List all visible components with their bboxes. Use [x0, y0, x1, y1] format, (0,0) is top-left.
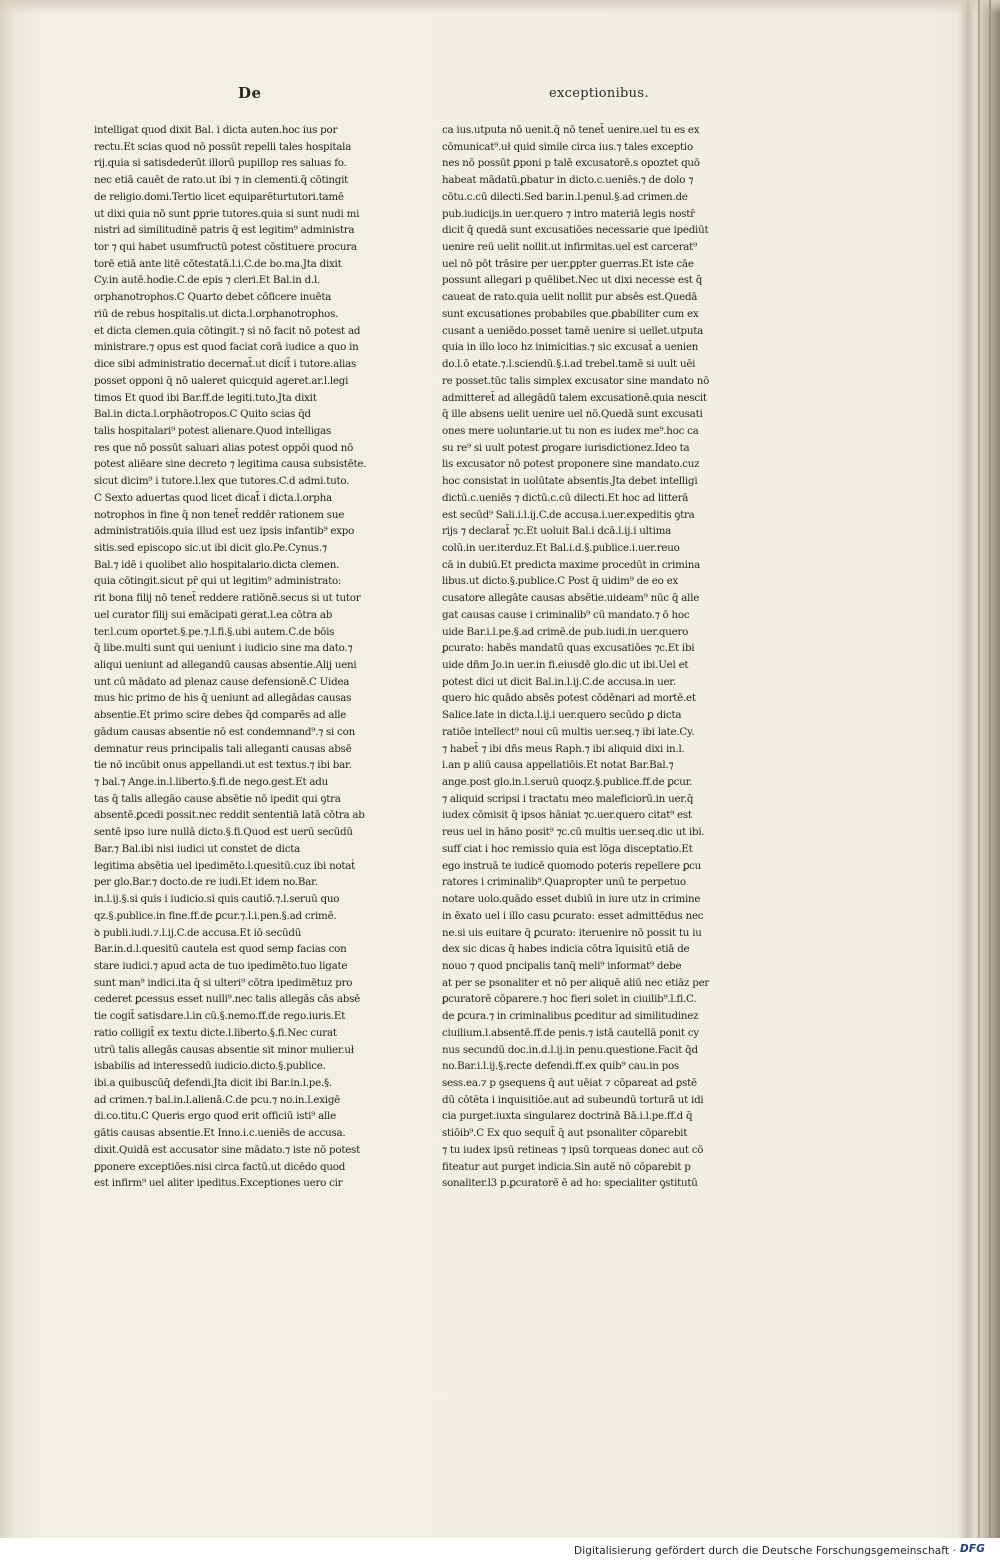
text-line: at per se psonaliter et nō per aliquē aliū nec etiāz per	[442, 976, 710, 989]
text-line: ca ius.utputa nō uenit.q̄ nō tenet̄ uenire.uel tu es ex	[442, 124, 700, 136]
text-line: cōmunicat⁹.uł quid simile circa ius.⁊ tales exceptio	[442, 140, 693, 153]
text-line: gātis causas absentie.Et Inno.i.c.ueniēs de accusa.	[94, 1127, 346, 1140]
text-line: ꝑcurato: habēs mandatū quas excusatiōes ⁊c.Et ibi	[442, 642, 695, 655]
text-line: uenire reū uelit nollit.ut infirmitas.uel est carcerat⁹	[442, 241, 697, 254]
text-line: ꝺ publi.iudi.⁊.l.ij.C.de accusa.Et iō secūdū	[94, 926, 302, 939]
text-line: uide Bar.i.l.pe.§.ad crimē.de pub.iudi.in uer.quero	[442, 625, 689, 638]
text-line: gat causas cause i criminalib⁹ cū mandato.⁊ ō hoc	[442, 608, 690, 621]
text-line: de ꝑcura.⁊ in criminalibus ꝑceditur ad similitudinez	[442, 1010, 699, 1023]
text-line: Bar.in.d.l.quesitū cautela est quod semp facias con	[94, 943, 347, 956]
text-line: talis hospitalari⁹ potest alienare.Quod intelligas	[94, 424, 332, 437]
text-line: ratores i criminalib⁹.Quapropter unū te perpetuo	[442, 876, 686, 889]
text-line: ter.l.cum oportet.§.pe.⁊.l.fi.§.ubi autem.C.de bōis	[94, 625, 335, 638]
text-line: di.co.titu.C Queris ergo quod erit officiū isti⁹ alle	[94, 1110, 336, 1123]
text-line: potest dici ut dicit Bal.in.l.ij.C.de accusa.in uer.	[442, 675, 676, 688]
text-line: in ēxato uel i illo casu ꝑcurato: esset admittēdus nec	[442, 909, 704, 922]
page-edge-line	[978, 0, 980, 1538]
text-line: libus.ut dicto.§.publice.C Post q̄ uidim⁹ de eo ex	[442, 575, 679, 588]
text-line: ⁊ tu iudex ipsū retineas ⁊ ipsū torqueas donec aut cō	[442, 1143, 704, 1156]
text-line: ciuilium.l.absentē.ff.de penis.⁊ istā cautellā ponit cy	[442, 1026, 699, 1039]
text-line: administratiōis.quia illud est uez ipsis infantib⁹ expo	[94, 525, 355, 538]
text-line: absentē.ꝑcedi possit.nec reddit sententiā latā cōtra ab	[94, 809, 365, 822]
text-line: dice sibi administratio decernat̄.ut dicit̄ i tutore.alias	[94, 358, 357, 371]
text-line: ange.post glo.in.l.seruū quoqz.§.publice.ff.de ꝑcur.	[442, 776, 693, 789]
text-line: ⁊ bal.⁊ Ange.in.l.liberto.§.fi.de nego.gest.Et adu	[94, 776, 329, 789]
text-line: nouo ⁊ quod pncipalis tanq̄ meli⁹ informat⁹ debe	[442, 959, 682, 972]
text-line: ministrare.⁊ opus est quod faciat corā iudice a quo in	[94, 341, 359, 354]
text-line: do.l.ō etate.⁊.l.sciendū.§.i.ad trebel.tamē si uult uēi	[442, 358, 696, 371]
text-line: notare uolo.quādo esset dubiū in iure utz in crimine	[442, 893, 701, 906]
text-line: Salice.late in dicta.l.ij.i uer.quero secūdo ꝑ dicta	[442, 709, 682, 722]
text-line: isbabilis ad interessedū iudicio.dicto.§.publice.	[94, 1060, 326, 1073]
text-line: per glo.Bar.⁊ docto.de re iudi.Et idem no.Bar.	[94, 876, 318, 889]
text-line: ut dixi quia nō sunt ꝑprie tutores.quia si sunt nudi mi	[94, 207, 360, 220]
text-line: uel curator filij sui emācipati gerat.l.ea cōtra ab	[94, 608, 333, 621]
text-line: rij.quia si satisdederūt illorū pupillop res saluas fo.	[94, 157, 347, 170]
text-column-right	[442, 122, 752, 1192]
page-top-shadow	[0, 0, 1000, 14]
text-line: dictū.c.ueniēs ⁊ dictū.c.cū dilecti.Et hoc ad litterā	[442, 491, 689, 504]
text-line: mus hic primo de his q̄ ueniunt ad allegādas causas	[94, 692, 352, 705]
text-line: nes nō possūt ꝑponi p talē excusatorē.s opoztet quō	[442, 157, 700, 170]
text-line: q̄ ille absens uelit uenire uel nō.Quedā sunt excusati	[442, 408, 703, 421]
text-line: quia cōtingit.sicut pr̄ qui ut legitim⁹ administrato:	[94, 575, 342, 588]
text-line: cōtu.c.cū dilecti.Sed bar.in.l.penul.§.ad crimen.de	[442, 190, 688, 203]
text-line: sess.ea.⁊ p ꝯsequens q̄ aut uēiat ⁊ cōpareat ad ꝑstē	[442, 1076, 697, 1089]
text-line: dicit q̄ quedā sunt excusatiōes necessarie que ipediūt	[442, 224, 709, 237]
text-line: notrophos in fine q̄ non tenet̄ reddēr rationem sue	[94, 508, 345, 521]
text-line: quia in illo loco hz inimicitias.⁊ sic excusat̄ a uenien	[442, 341, 699, 354]
text-column-left	[94, 122, 394, 1192]
text-line: pub.iudicijs.in uer.quero ⁊ intro materiā legis nostr̄	[442, 207, 695, 220]
dfg-logo	[960, 1543, 996, 1558]
text-line: unt cū mādato ad plenaz cause defensionē.C Uidea	[94, 675, 350, 688]
text-line: habeat mādatū.ꝑbatur in dicto.c.ueniēs.⁊ de dolo ⁊	[442, 174, 694, 187]
text-line: ꝑponere exceptiōes.nisi circa factū.ut dicēdo quod	[94, 1160, 346, 1173]
text-line: C Sexto aduertas quod licet dicat̄ i dicta.l.orpha	[94, 491, 332, 504]
text-line: de religio.domi.Tertio licet equiparēturtutori.tamē	[94, 190, 344, 203]
text-line: tie nō incūbit onus appellandi.ut est textus.⁊ ibi bar.	[94, 759, 352, 772]
text-line: ones mere uoluntarie.ut tu non es iudex me⁹.hoc ca	[442, 424, 699, 437]
text-line: cusant a ueniēdo.posset tamē uenire si uellet.utputa	[442, 324, 704, 337]
text-line: hoc consistat in uolūtate absentis.Jta debet intelligi	[442, 475, 698, 488]
text-line: nistri ad similitudinē patris q̄ est legitim⁹ administra	[94, 224, 355, 237]
text-line: i.an p aliū causa appellatiōis.Et notat Bar.Bal.⁊	[442, 759, 674, 772]
text-line: ad crimen.⁊ bal.in.l.alienā.C.de pcu.⁊ no.in.l.exigē	[94, 1093, 341, 1106]
text-line: colū.in uer.iterduz.Et Bal.i.d.§.publice.i.uer.reuo	[442, 541, 680, 554]
text-line: ratio colligit̄ ex textu dicte.l.liberto.§.fi.Nec curat	[94, 1026, 337, 1039]
text-line: rectu.Et scias quod nō possūt repelli tales hospitala	[94, 140, 352, 153]
text-line: absentie.Et primo scire debes q̄d comparēs ad alle	[94, 709, 347, 722]
text-line: ⁊ aliquid scripsi i tractatu meo maleficiorū.in uer.q̄	[442, 792, 694, 805]
running-head-right: exceptionibus.	[549, 86, 649, 101]
text-line: ⁊ habet̄ ⁊ ibi dñs meus Raph.⁊ ibi aliquid dixi in.l.	[442, 742, 685, 755]
text-line: et dicta clemen.quia cōtingit.⁊ si nō facit nō potest ad	[94, 324, 361, 337]
text-line: tas q̄ talis allegāo cause absētie nō ipedit qui ꝯtra	[94, 792, 341, 805]
text-line: in.l.ij.§.si quis i iudicio.si quis cautiō.⁊.l.seruū quo	[94, 893, 340, 906]
text-line: est secūd⁹ Sali.i.l.ij.C.de accusa.i.uer.expeditis ꝯtra	[442, 508, 695, 521]
text-line: cia purget.iuxta singularez doctrinā Bā.i.l.pe.ff.d q̄	[442, 1110, 693, 1123]
text-line: utrū talis allegās causas absentie sit minor mulier.uł	[94, 1043, 354, 1056]
text-line: rijs ⁊ declarat̄ ⁊c.Et uoluit Bal.i dcā.l.ij.i ultima	[442, 525, 672, 538]
running-head-left: De	[238, 84, 262, 102]
text-line: possunt allegari p quēlibet.Nec ut dixi necesse est q̄	[442, 274, 703, 287]
text-line: posset opponi q̄ nō ualeret quicquid ageret.ar.l.legi	[94, 374, 349, 387]
text-line: su re⁹ si uult potest ꝑrogare iurisdictionez.Ideo ta	[442, 441, 690, 454]
text-line: dex sic dicas q̄ habes indicia cōtra īquisitū etiā de	[442, 943, 690, 956]
text-line: reus uel in hāno posit⁹ ⁊c.cū multis uer.seq.dic ut ibi.	[442, 826, 705, 839]
text-line: Bar.⁊ Bal.ibi nisi iudici ut constet de dicta	[94, 842, 301, 855]
text-line: q̄ libe.multi sunt qui ueniunt i iudicio sine ma dato.⁊	[94, 642, 353, 655]
text-line: legitima absētia uel ipedimēto.l.quesitū.cuz ibi notaṫ	[94, 859, 356, 872]
text-line: nec etiā cauēt de rato.ut ibi ⁊ in clementi.q̄ cōtingit	[94, 174, 349, 187]
text-line: timos Et quod ibi Bar.ff.de legiti.tuto.Jta dixit	[94, 391, 317, 404]
text-line: est infirm⁹ uel aliter ipeditus.Exceptiones uero cir	[94, 1177, 343, 1190]
text-line: cederet ꝑcessus esset nulli⁹.nec talis allegās cās absē	[94, 993, 360, 1006]
text-line: rit bona filij nō tenet̄ reddere ratiōnē.secus si ut tutor	[94, 592, 361, 605]
text-line: Bal.⁊ idē i quolibet alio hospitalario.dicta clemen.	[94, 558, 340, 571]
text-line: lis excusator nō potest proponere sine mandato.cuz	[442, 458, 700, 471]
text-line: sonaliter.l3 p.ꝑcuratorē ē ad ho: specialiter ꝯstitutū	[442, 1177, 698, 1190]
text-line: dixit.Quidā est accusator sine mādato.⁊ iste nō potest	[94, 1143, 360, 1156]
text-line: sentē ipso iure nullā dicto.§.fi.Quod est uerū secūdū	[94, 826, 353, 839]
text-line: cusatore allegāte causas absētie.uideam⁹ nūc q̄ alle	[442, 592, 700, 605]
text-line: uel nō pōt trāsire per uer.ꝑpter guerras.Et iste cāe	[442, 257, 694, 270]
text-line: tor ⁊ qui habet usumfructū potest cōstituere procura	[94, 241, 357, 254]
text-line: sunt excusationes probabiles que.ꝑbabiliter cum ex	[442, 307, 699, 320]
text-line: gādum causas absentie nō est condemnand⁹.⁊ si con	[94, 725, 355, 738]
text-line: admitteret̄ ad allegādū talem excusationē.quia nescit	[442, 391, 707, 404]
text-line: cā in dubiū.Et predicta maxime procedūt in crimina	[442, 558, 700, 571]
page-edge-line	[989, 0, 991, 1538]
text-line: sitis.sed episcopo sic.ut ibi dicit glo.Pe.Cynus.⁊	[94, 541, 327, 554]
text-line: fiteatur aut purget indicia.Sin autē nō cōparebit p	[442, 1160, 691, 1173]
text-line: quero hic quādo absēs potest cōdēnari ad mortē.et	[442, 692, 696, 705]
text-line: uide dñm Jo.in uer.in fi.eiusdē glo.dic ut ibi.Uel et	[442, 659, 689, 671]
text-line: aliqui ueniunt ad allegandū causas absentie.Alij ueni	[94, 659, 357, 671]
text-line: ne.si uis euitare q̄ ꝑcurato: iteruenire nō possit tu iu	[442, 926, 702, 939]
text-line: ratiōe intellect⁹ noui cū multis uer.seq.⁊ ibi late.Cy.	[442, 725, 695, 738]
text-line: Cy.in autē.hodie.C.de epis ⁊ cleri.Et Bal.in d.l.	[94, 274, 321, 287]
text-line: stare iudici.⁊ apud acta de tuo ipedimēto.tuo ligate	[94, 959, 348, 972]
text-line: qz.§.publice.in fine.ff.de ꝑcur.⁊.l.i.pen.§.ad crimē.	[94, 909, 337, 922]
text-line: caueat de rato.quia uelit nollit pur absēs est.Quedā	[442, 291, 698, 304]
text-line: sicut dicim⁹ i tutore.l.lex que tutores.C.d admi.tuto.	[94, 475, 350, 488]
funding-credit: Digitalisierung gefördert durch die Deutsche Forschungsgemeinschaft ·	[574, 1545, 956, 1557]
text-line: res que nō possūt saluari alias potest oppōi quod nō	[94, 441, 354, 454]
text-line: Bal.in dicta.l.orphāotropos.C Quito scias q̄d	[94, 408, 311, 421]
text-line: ibi.a quibuscūq̄ defendi.Jta dicit ibi Bar.in.l.pe.§.	[94, 1076, 332, 1089]
text-line: iudex cōmisit q̄ ipsos hāniat ⁊c.uer.quero citat⁹ est	[442, 809, 692, 822]
text-line: tie cogit̄ satisdare.l.in cū.§.nemo.ff.de rego.iuris.Et	[94, 1010, 346, 1023]
text-line: ꝑcuratorē cōparere.⁊ hoc fieri solet in ciuilib⁹.l.fi.C.	[442, 993, 697, 1006]
text-line: ego instruā te iudicē quomodo poteris repellere ꝑcu	[442, 859, 702, 872]
text-line: torē etiā ante litē cōtestatā.l.i.C.de bo.ma.Jta dixit	[94, 257, 342, 270]
text-line: suff ciat i hoc remissio quia est lōga disceptatio.Et	[442, 842, 693, 855]
text-line: sunt man⁹ indici.ita q̄ si ulteri⁹ cōtra ipedimētuz pro	[94, 976, 353, 989]
text-line: no.Bar.i.l.ij.§.recte defendi.ff.ex quib⁹ cau.in pos	[442, 1060, 679, 1073]
text-line: potest aliēare sine decreto ⁊ legitima causa subsistēte.	[94, 458, 367, 471]
text-line: re posset.tūc talis simplex excusator sine mandato nō	[442, 374, 710, 387]
dfg-logo-text: DFG	[960, 1543, 986, 1555]
text-line: dū cōtēta i inquisitiōe.aut ad subeundū torturā ut idi	[442, 1093, 704, 1106]
text-line: intelligat quod dixit Bal. i dicta auten.hoc ius por	[94, 124, 338, 136]
text-line: stiōib⁹.C Ex quo sequit̄ q̄ aut psonaliter cōparebit	[442, 1127, 688, 1140]
text-line: orphanotrophos.C Quarto debet cōficere inuēta	[94, 291, 332, 304]
page-edge-line	[967, 0, 969, 1538]
text-line: demnatur reus principalis tali alleganti causas absē	[94, 742, 352, 755]
text-line: nus secundū doc.in.d.l.ij.in penu.questione.Facit q̄d	[442, 1043, 698, 1056]
text-line: riū de rebus hospitalis.ut dicta.l.orphanotrophos.	[94, 307, 339, 320]
